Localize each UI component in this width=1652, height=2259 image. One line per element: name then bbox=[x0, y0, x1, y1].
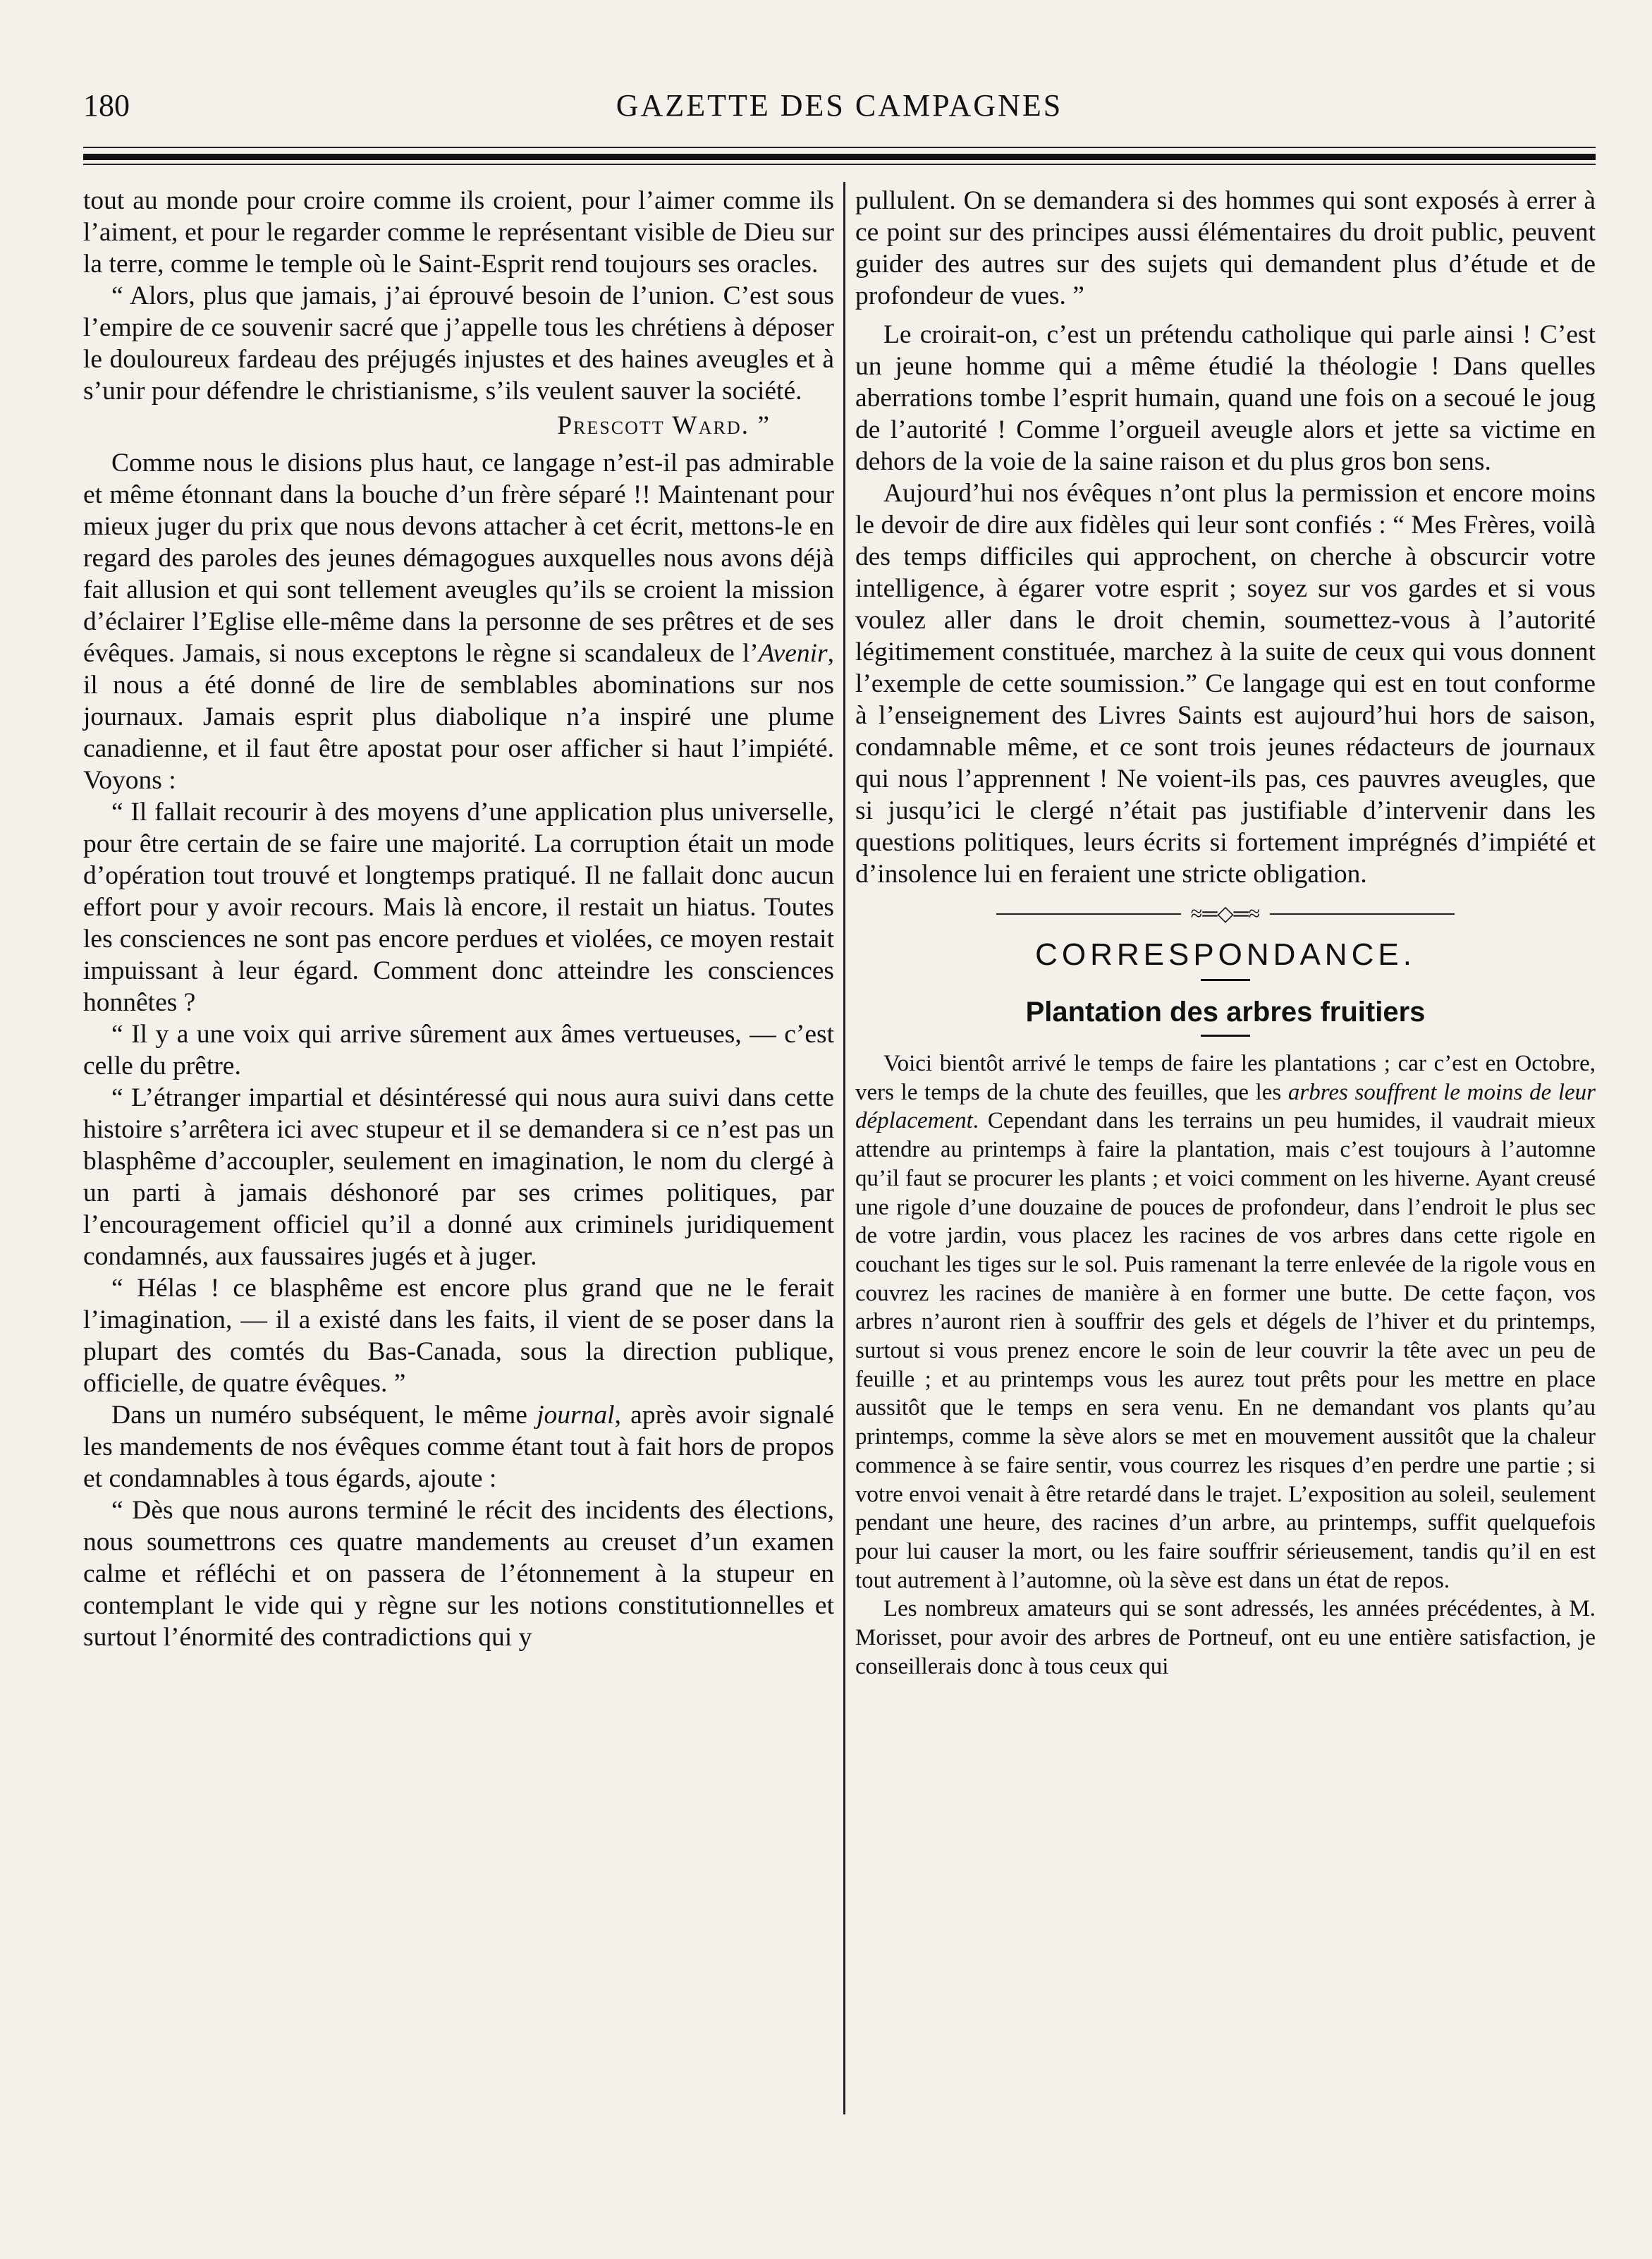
paragraph: Le croirait-on, c’est un prétendu catholique qui parle ainsi ! C’est un jeune homme qui a même étudié la théologie ! Dans quelles aberrations tombe l’esprit humain, quand une fois on a secoué le joug de l’autorité ! Comme l’orgueil aveugle alors et jette sa victime en dehors de la voie de la saine raison et du plus gros bon sens. bbox=[855, 320, 1596, 476]
page-number: 180 bbox=[83, 88, 130, 123]
heading-rule bbox=[1201, 1035, 1250, 1037]
article-title: Plantation des arbres fruitiers bbox=[1025, 997, 1426, 1028]
paragraph: Voici bientôt arrivé le temps de faire les plantations ; car c’est en Octobre, vers le temps de la chute des feuilles, que les arbres souffrent le moins de leur déplacement. Cependant dans les terrains un peu humides, il vaudrait mieux attendre au printemps à faire la plantation, mais c’est toujours à l’automne qu’il faut se procurer les plants ; et voici comment on les hiverne. Ayant creusé une rigole d’une douzaine de pouces de profondeur, dans l’endroit le plus sec de votre jardin, vous placez les racines de vos arbres dans cette rigole en couchant les tiges sur le sol. Puis ramenant la terre enlevée de la rigole vous en couvrez les racines de manière à en former une butte. De cette façon, vos arbres n’auront rien à souffrir des gels et dégels de l’hiver et du printemps, surtout si vous prenez encore le soin de leur couvrir la tête avec un peu de feuille ; et au printemps vous les aurez tout prêts pour les mettre en place aussitôt que le temps en sera venu. En ne demandant vos plants qu’au printemps, comme la sève alors se met en mouvement aussitôt que la chaleur commence à se faire sentir, vous courrez les risques d’en perdre une partie ; si votre envoi venait à être retardé dans le trajet. L’exposition au soleil, seulement pendant une heure, des racines d’un arbre, au printemps, suffit quelquefois pour lui causer la mort, ou les faire souffrir sérieusement, tandis qu’il en est tout autrement à l’automne, où la sève est dans un état de repos. bbox=[855, 1051, 1596, 1593]
paragraph: “ Hélas ! ce blasphême est encore plus grand que ne le ferait l’imagination, — il a existé dans les faits, il vient de se poser dans la plupart des comtés du Bas-Canada, sous la direction publique, officielle, de quatre évêques. ” bbox=[83, 1274, 834, 1398]
divider-ornament-icon: ≈═◇═≈ bbox=[855, 900, 1596, 928]
section-heading: CORRESPONDANCE. bbox=[1035, 937, 1416, 972]
paragraph: “ Il fallait recourir à des moyens d’une application plus universelle, pour être certain de se faire une majorité. La corruption était un mode d’opération tout trouvé et longtemps pratiqué. Il ne fallait donc aucun effort pour y avoir recours. Mais là encore, il restait un hiatus. Toutes les consciences ne sont pas encore perdues et violées, ce moyen restait impuissant à leur égard. Comment donc atteindre les consciences honnêtes ? bbox=[83, 798, 834, 1017]
header-rule-thick bbox=[83, 154, 1596, 160]
signature: Prescott Ward. ” bbox=[557, 411, 771, 440]
ornamental-divider bbox=[855, 900, 1596, 928]
left-column bbox=[83, 185, 834, 1653]
header-rule-bottom bbox=[83, 164, 1596, 165]
paragraph: “ Dès que nous aurons terminé le récit des incidents des élections, nous soumettrons ces quatre mandements au creuset d’un examen calme et réfléchi et on passera de l’étonnement à la stupeur en contemplant le vide qui y règne sur les notions constitutionnelles et surtout l’énormité des contradictions qui y bbox=[83, 1496, 834, 1652]
paragraph: tout au monde pour croire comme ils croient, pour l’aimer comme ils l’aiment, et pour le regarder comme le représentant visible de Dieu sur la terre, comme le temple où le Saint-Esprit rend toujours ses oracles. bbox=[83, 186, 834, 279]
paragraph: Dans un numéro subséquent, le même journal, après avoir signalé les mandements de nos évêques comme étant tout à fait hors de propos et condamnables à tous égards, ajoute : bbox=[83, 1401, 834, 1493]
journal-name: Avenir bbox=[758, 639, 828, 668]
emphasis: arbres souffrent le moins de leur déplacement bbox=[855, 1079, 1596, 1134]
paragraph: pullulent. On se demandera si des hommes qui sont exposés à errer à ce point sur des principes aussi élémentaires du droit public, peuvent guider des autres sur des sujets qui demandent plus d’étude et de profondeur de vues. ” bbox=[855, 186, 1596, 310]
paragraph: “ L’étranger impartial et désintéressé qui nous aura suivi dans cette histoire s’arrêtera ici avec stupeur et il se demandera si ce n’est pas un blasphême d’accoupler, seulement en imagination, le nom du clergé à un parti à jamais déshonoré par ses crimes politiques, par l’encouragement officiel qu’il a donné aux criminels juridiquement condamnés, aux faussaires jugés et à juger. bbox=[83, 1083, 834, 1271]
journal-word: journal bbox=[537, 1401, 615, 1430]
right-column bbox=[855, 185, 1596, 1681]
paragraph: “ Il y a une voix qui arrive sûrement aux âmes vertueuses, — c’est celle du prêtre. bbox=[83, 1020, 834, 1080]
paragraph: “ Alors, plus que jamais, j’ai éprouvé besoin de l’union. C’est sous l’empire de ce souvenir sacré que j’appelle tous les chrétiens à déposer le douloureux fardeau des préjugés injustes et des haines aveugles et à s’unir pour défendre le christianisme, s’ils veulent sauver la société. bbox=[83, 281, 834, 406]
paragraph: Aujourd’hui nos évêques n’ont plus la permission et encore moins le devoir de dire aux fidèles qui leur sont confiés : “ Mes Frères, voilà des temps difficiles qui approchent, on cherche à obscurcir votre intelligence, à égarer votre esprit ; soyez sur vos gardes et si vous voulez aller dans le droit chemin, soumettez-vous à l’autorité légitimement constituée, marchez à la suite de ceux qui vous donnent l’exemple de cette soumission.” Ce langage qui est en tout conforme à l’enseignement des Livres Saints est aujourd’hui hors de saison, condamnable même, et ce sont trois jeunes rédacteurs de journaux qui nous l’apprennent ! Ne voient-ils pas, ces pauvres aveugles, que si jusqu’ici le clergé n’était pas justifiable d’intervenir dans les questions politiques, leurs écrits si fortement imprégnés d’impiété et d’insolence lui en feraient une stricte obligation. bbox=[855, 479, 1596, 889]
paragraph: Les nombreux amateurs qui se sont adressés, les années précédentes, à M. Morisset, pour avoir des arbres de Portneuf, ont eu une entière satisfaction, je conseillerais donc à tous ceux qui bbox=[855, 1596, 1596, 1679]
page-header bbox=[83, 85, 1596, 127]
heading-rule bbox=[1201, 979, 1250, 981]
journal-title: GAZETTE DES CAMPAGNES bbox=[616, 88, 1063, 123]
header-rule-top bbox=[83, 147, 1596, 148]
column-divider bbox=[843, 182, 845, 2114]
paragraph: Comme nous le disions plus haut, ce langage n’est-il pas admirable et même étonnant dans la bouche d’un frère séparé !! Maintenant pour mieux juger du prix que nous devons attacher à cet écrit, mettons-le en regard des paroles des jeunes démagogues auxquelles nous avons déjà fait allusion et qui sont tellement aveugles qu’ils se croient la mission d’éclairer l’Eglise elle-même dans la personne de ses prêtres et de ses évêques. Jamais, si nous exceptons le règne si scandaleux de l’Avenir, il nous a été donné de lire de semblables abominations sur nos journaux. Jamais esprit plus diabolique n’a inspiré une plume canadienne, et il faut être apostat pour oser afficher si haut l’impiété. Voyons : bbox=[83, 449, 834, 795]
